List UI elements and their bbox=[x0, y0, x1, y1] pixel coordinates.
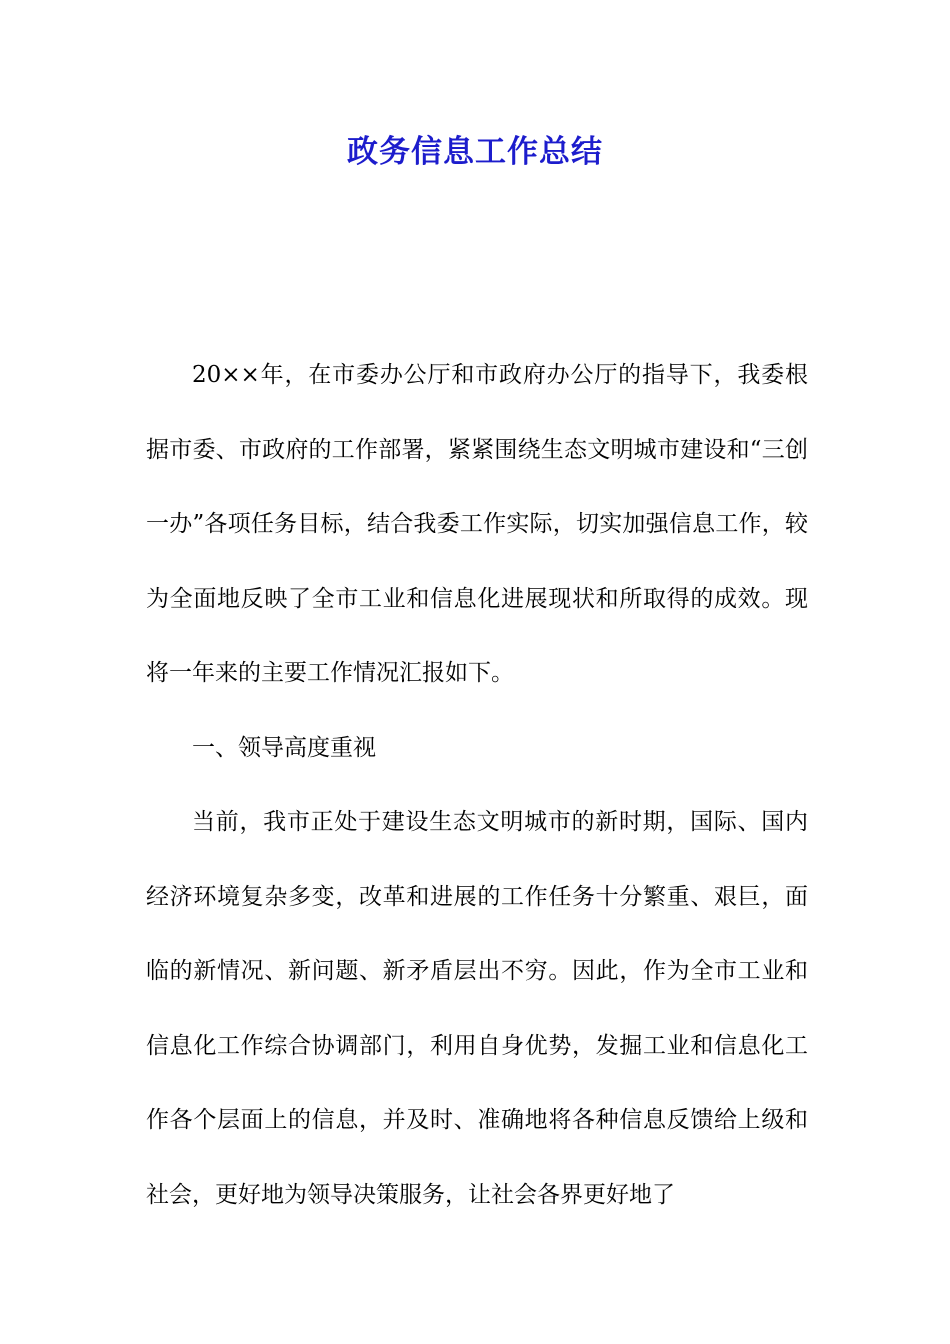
section-heading-leadership: 一、领导高度重视 bbox=[192, 734, 376, 761]
paragraph-current-situation: 当前，我市正处于建设生态文明城市的新时期，国际、国内经济环境复杂多变，改革和进展的工作任务十分繁重、艰巨，面临的新情况、新问题、新矛盾层出不穷。因此，作为全市工业和信息化工作综合协调部门，利用自身优势，发掘工业和信息化工作各个层面上的信息，并及时、准确地将各种信息反馈给上级和社会，更好地为领导决策服务，让社会各界更好地了 bbox=[146, 809, 808, 1208]
document-title: 政务信息工作总结 bbox=[347, 134, 603, 170]
paragraph-intro: 20××年，在市委办公厅和市政府办公厅的指导下，我委根据市委、市政府的工作部署，紧紧围绕生态文明城市建设和“三创一办”各项任务目标，结合我委工作实际，切实加强信息工作，较为全面地反映了全市工业和信息化进展现状和所取得的成效。现将一年来的主要工作情况汇报如下。 bbox=[146, 362, 808, 686]
document-body bbox=[146, 338, 808, 1232]
